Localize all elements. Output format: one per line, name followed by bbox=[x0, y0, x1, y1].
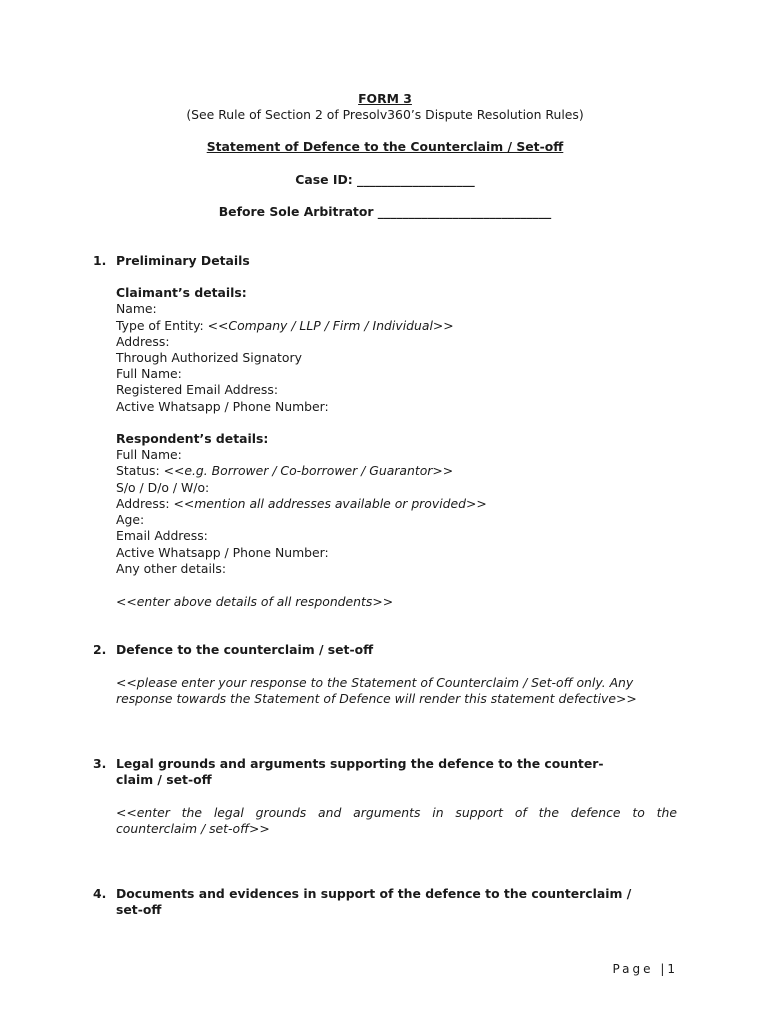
respondent-other: Any other details: bbox=[116, 561, 227, 576]
respondent-status bbox=[116, 463, 453, 479]
section-2-line-1: <<please enter your response to the Statement of Counterclaim / Set-off only. Any bbox=[116, 675, 634, 690]
respondent-address-value: <<mention all addresses available or provided>> bbox=[173, 496, 487, 511]
section-4-title-line-1: Documents and evidences in support of the defence to the counterclaim / bbox=[116, 886, 632, 901]
respondent-address-label: Address: bbox=[116, 496, 174, 511]
claimant-signatory: Through Authorized Signatory bbox=[116, 350, 302, 365]
section-2-number: 2. bbox=[93, 642, 107, 657]
section-3-line-2: counterclaim / set-off>> bbox=[116, 821, 270, 836]
form-title: FORM 3 bbox=[358, 91, 412, 106]
page-number: Page |1 bbox=[612, 962, 678, 976]
section-4-title-line-2: set-off bbox=[116, 902, 162, 917]
claimant-address: Address: bbox=[116, 334, 170, 349]
case-id: Case ID: ___________________ bbox=[295, 172, 475, 187]
respondent-status-label: Status: bbox=[116, 463, 164, 478]
respondent-note: <<enter above details of all respondents>> bbox=[116, 594, 394, 609]
claimant-phone: Active Whatsapp / Phone Number: bbox=[116, 399, 329, 414]
claimant-entity-label: Type of Entity: bbox=[116, 318, 208, 333]
respondent-relation: S/o / D/o / W/o: bbox=[116, 480, 210, 495]
statement-title: Statement of Defence to the Counterclaim / Set-off bbox=[206, 139, 564, 154]
respondent-address bbox=[116, 496, 487, 512]
arbitrator-line: Before Sole Arbitrator ____________________________ bbox=[218, 204, 552, 219]
section-2-line-2: response towards the Statement of Defence will render this statement defective>> bbox=[116, 691, 637, 706]
section-3-line-1: <<enter the legal grounds and arguments in support of the defence to the bbox=[116, 805, 677, 820]
claimant-full-name: Full Name: bbox=[116, 366, 182, 381]
respondent-email: Email Address: bbox=[116, 528, 208, 543]
claimant-entity bbox=[116, 318, 454, 334]
claimant-heading: Claimant’s details: bbox=[116, 285, 247, 300]
claimant-email: Registered Email Address: bbox=[116, 382, 279, 397]
section-3-number: 3. bbox=[93, 756, 107, 771]
respondent-age: Age: bbox=[116, 512, 145, 527]
section-3-title-line-1: Legal grounds and arguments supporting the defence to the counter- bbox=[116, 756, 604, 771]
section-3-title-line-2: claim / set-off bbox=[116, 772, 212, 787]
respondent-heading: Respondent’s details: bbox=[116, 431, 269, 446]
section-1-number: 1. bbox=[93, 253, 107, 268]
section-4-number: 4. bbox=[93, 886, 107, 901]
rule-note: (See Rule of Section 2 of Presolv360’s Dispute Resolution Rules) bbox=[186, 107, 584, 122]
respondent-status-value: <<e.g. Borrower / Co-borrower / Guarantor>> bbox=[163, 463, 454, 478]
claimant-entity-value: <<Company / LLP / Firm / Individual>> bbox=[207, 318, 454, 333]
respondent-full-name: Full Name: bbox=[116, 447, 182, 462]
respondent-phone: Active Whatsapp / Phone Number: bbox=[116, 545, 329, 560]
section-2-title: Defence to the counterclaim / set-off bbox=[116, 642, 374, 657]
claimant-name: Name: bbox=[116, 301, 157, 316]
section-1-title: Preliminary Details bbox=[116, 253, 250, 268]
